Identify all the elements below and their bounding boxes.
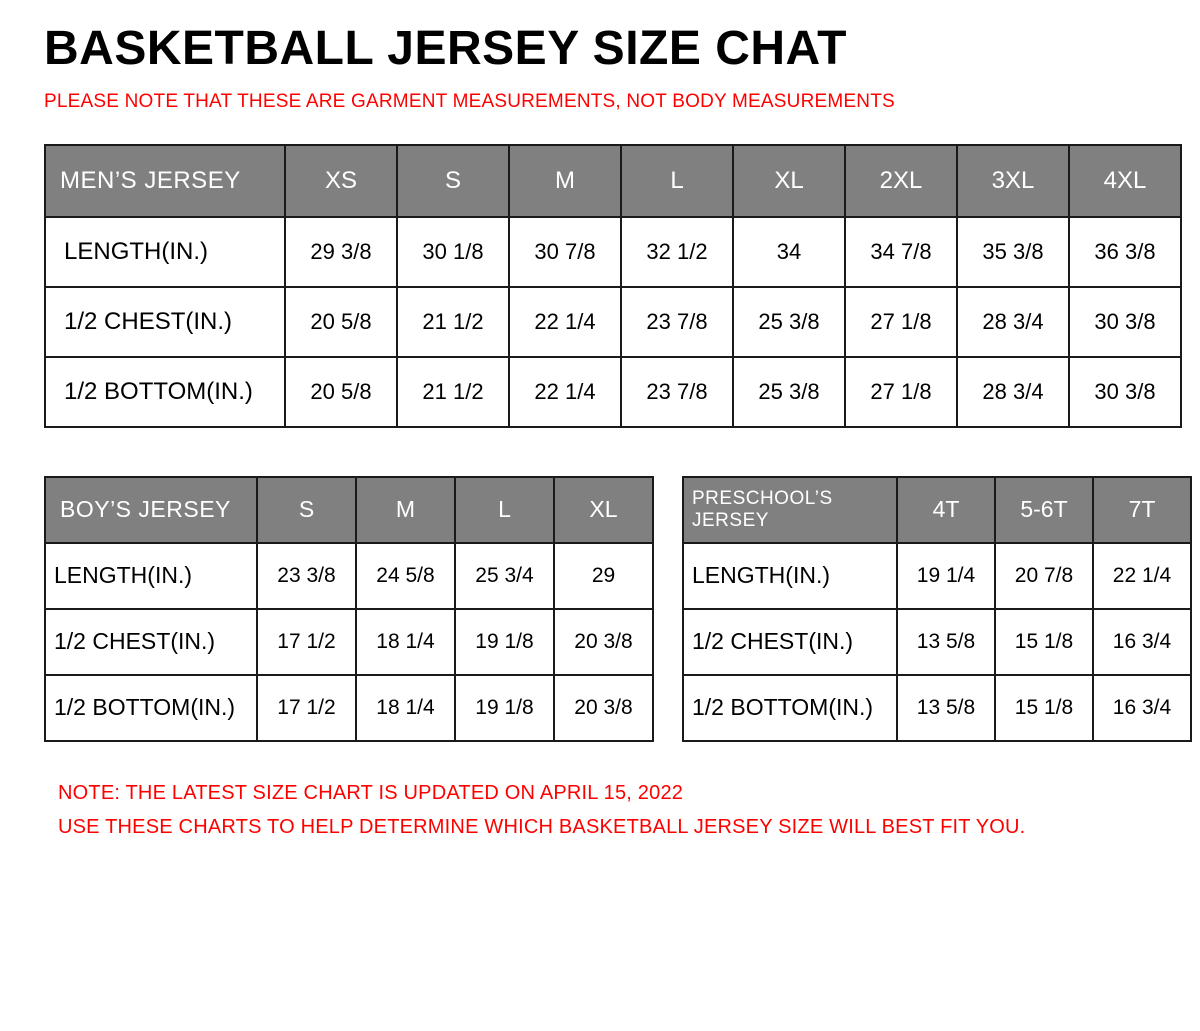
column-header-2xl: 2XL — [845, 145, 957, 217]
row-label-half-bottom: 1/2 BOTTOM(IN.) — [45, 675, 257, 741]
lower-tables-section — [44, 476, 1176, 742]
table-header-row — [45, 477, 653, 543]
table-cell: 30 1/8 — [397, 217, 509, 287]
table-cell: 25 3/8 — [733, 357, 845, 427]
top-note: PLEASE NOTE THAT THESE ARE GARMENT MEASUREMENTS, NOT BODY MEASUREMENTS — [44, 91, 895, 113]
row-label-length: LENGTH(IN.) — [45, 217, 285, 287]
table-cell: 28 3/4 — [957, 357, 1069, 427]
table-row — [683, 609, 1191, 675]
table-row — [45, 675, 653, 741]
table-cell: 29 — [554, 543, 653, 609]
table-cell: 13 5/8 — [897, 675, 995, 741]
table-cell: 30 7/8 — [509, 217, 621, 287]
table-cell: 29 3/8 — [285, 217, 397, 287]
table-row — [45, 609, 653, 675]
table-row — [683, 675, 1191, 741]
table-row — [45, 357, 1181, 427]
table-header-row — [683, 477, 1191, 543]
table-cell: 28 3/4 — [957, 287, 1069, 357]
table-cell: 17 1/2 — [257, 609, 356, 675]
table-cell: 22 1/4 — [1093, 543, 1191, 609]
bottom-note — [58, 776, 1176, 844]
column-header-s: S — [397, 145, 509, 217]
table-cell: 23 7/8 — [621, 287, 733, 357]
mens-jersey-size-table — [44, 144, 1182, 428]
table-cell: 34 — [733, 217, 845, 287]
table-cell: 27 1/8 — [845, 287, 957, 357]
table-cell: 24 5/8 — [356, 543, 455, 609]
table-cell: 22 1/4 — [509, 287, 621, 357]
table-cell: 21 1/2 — [397, 287, 509, 357]
table-cell: 27 1/8 — [845, 357, 957, 427]
row-label-half-bottom: 1/2 BOTTOM(IN.) — [45, 357, 285, 427]
table-cell: 23 7/8 — [621, 357, 733, 427]
table-cell: 18 1/4 — [356, 675, 455, 741]
bottom-note-line-2: USE THESE CHARTS TO HELP DETERMINE WHICH BASKETBALL JERSEY SIZE WILL BEST FIT YOU. — [58, 815, 1026, 838]
preschool-table-title: PRESCHOOL’S JERSEY — [683, 477, 897, 543]
row-label-half-chest: 1/2 CHEST(IN.) — [45, 609, 257, 675]
column-header-l: L — [455, 477, 554, 543]
table-cell: 19 1/4 — [897, 543, 995, 609]
table-cell: 30 3/8 — [1069, 287, 1181, 357]
table-cell: 13 5/8 — [897, 609, 995, 675]
table-row — [683, 543, 1191, 609]
table-cell: 25 3/4 — [455, 543, 554, 609]
table-row — [45, 287, 1181, 357]
row-label-length: LENGTH(IN.) — [45, 543, 257, 609]
bottom-note-line-1: NOTE: THE LATEST SIZE CHART IS UPDATED ON APRIL 15, 2022 — [58, 781, 684, 804]
page-title: BASKETBALL JERSEY SIZE CHAT — [44, 22, 847, 75]
table-cell: 32 1/2 — [621, 217, 733, 287]
table-cell: 20 5/8 — [285, 287, 397, 357]
column-header-xs: XS — [285, 145, 397, 217]
column-header-l: L — [621, 145, 733, 217]
table-cell: 34 7/8 — [845, 217, 957, 287]
table-cell: 20 7/8 — [995, 543, 1093, 609]
column-header-3xl: 3XL — [957, 145, 1069, 217]
column-header-4xl: 4XL — [1069, 145, 1181, 217]
table-row — [45, 543, 653, 609]
row-label-half-bottom: 1/2 BOTTOM(IN.) — [683, 675, 897, 741]
row-label-half-chest: 1/2 CHEST(IN.) — [45, 287, 285, 357]
size-chart-page — [0, 24, 1200, 1031]
column-header-7t: 7T — [1093, 477, 1191, 543]
table-cell: 15 1/8 — [995, 609, 1093, 675]
column-header-xl: XL — [733, 145, 845, 217]
table-cell: 16 3/4 — [1093, 675, 1191, 741]
table-header-row — [45, 145, 1181, 217]
table-cell: 20 5/8 — [285, 357, 397, 427]
preschool-jersey-size-table — [682, 476, 1192, 742]
table-cell: 19 1/8 — [455, 675, 554, 741]
table-cell: 35 3/8 — [957, 217, 1069, 287]
boys-table-title: BOY’S JERSEY — [45, 477, 257, 543]
column-header-4t: 4T — [897, 477, 995, 543]
table-cell: 17 1/2 — [257, 675, 356, 741]
table-cell: 36 3/8 — [1069, 217, 1181, 287]
table-cell: 15 1/8 — [995, 675, 1093, 741]
boys-jersey-size-table — [44, 476, 654, 742]
table-cell: 21 1/2 — [397, 357, 509, 427]
table-cell: 20 3/8 — [554, 609, 653, 675]
row-label-length: LENGTH(IN.) — [683, 543, 897, 609]
table-cell: 18 1/4 — [356, 609, 455, 675]
table-cell: 20 3/8 — [554, 675, 653, 741]
table-cell: 23 3/8 — [257, 543, 356, 609]
column-header-xl: XL — [554, 477, 653, 543]
column-header-s: S — [257, 477, 356, 543]
column-header-m: M — [509, 145, 621, 217]
mens-table-title: MEN’S JERSEY — [45, 145, 285, 217]
table-cell: 19 1/8 — [455, 609, 554, 675]
column-header-m: M — [356, 477, 455, 543]
column-header-5-6t: 5-6T — [995, 477, 1093, 543]
table-cell: 16 3/4 — [1093, 609, 1191, 675]
table-cell: 30 3/8 — [1069, 357, 1181, 427]
table-row — [45, 217, 1181, 287]
table-cell: 25 3/8 — [733, 287, 845, 357]
table-cell: 22 1/4 — [509, 357, 621, 427]
row-label-half-chest: 1/2 CHEST(IN.) — [683, 609, 897, 675]
